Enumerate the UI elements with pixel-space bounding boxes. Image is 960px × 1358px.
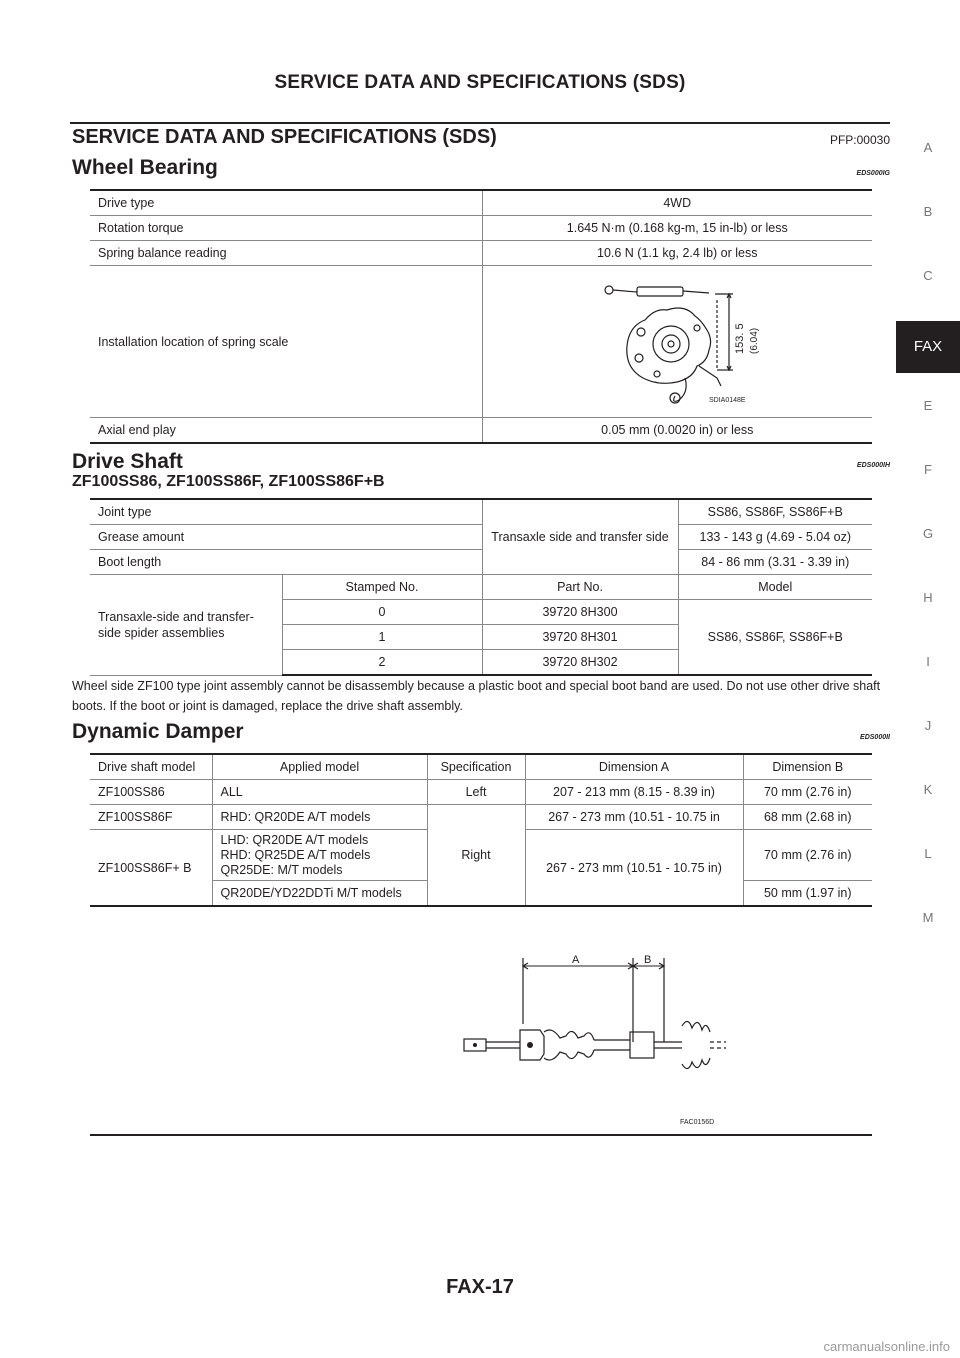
index-tab-i[interactable]: I: [926, 654, 930, 669]
specification-header: Specification: [427, 754, 525, 780]
table-row: [90, 216, 872, 241]
stamped-no-cell: 2: [282, 650, 482, 676]
damper-dim-b-cell: 70 mm (2.76 in): [743, 830, 872, 881]
dimension-a-label: A: [572, 954, 580, 966]
damper-applied-cell: ALL: [212, 780, 427, 805]
grease-amount-value: 133 - 143 g (4.69 - 5.04 oz): [678, 525, 872, 550]
table-row: [90, 418, 872, 444]
spring-scale-label: Installation location of spring scale: [90, 266, 482, 418]
grease-amount-label: Grease amount: [90, 525, 482, 550]
dimension-b-header: Dimension B: [743, 754, 872, 780]
wheel-bearing-code: EDS000IG: [856, 170, 890, 177]
table-row: [90, 266, 872, 418]
index-tab-e[interactable]: E: [923, 398, 933, 413]
index-tab-c[interactable]: C: [923, 268, 933, 283]
index-tab-g[interactable]: G: [922, 526, 934, 541]
part-no-header: Part No.: [482, 575, 678, 600]
dynamic-damper-code: EDS000II: [860, 734, 890, 741]
index-tab-a[interactable]: A: [923, 140, 933, 155]
damper-spec-right: Right: [427, 805, 525, 907]
dimension-b-label: B: [644, 954, 652, 966]
drive-shaft-note: Wheel side ZF100 type joint assembly cannot be disassembly because a plastic boot and special boot band are used. Do not use other drive shaft boots. If the boot or joint is damaged, replace the drive shaft assembly.: [72, 679, 881, 713]
index-tab-k[interactable]: K: [923, 782, 933, 797]
wheel-bearing-heading: Wheel Bearing: [72, 156, 218, 179]
dynamic-damper-table: [90, 753, 872, 907]
damper-dim-a-cell: 207 - 213 mm (8.15 - 8.39 in): [525, 780, 743, 805]
index-tab-j[interactable]: J: [924, 718, 932, 733]
drive-type-value: 4WD: [482, 190, 872, 216]
drive-shaft-code: EDS000IH: [856, 462, 890, 469]
rotation-torque-label: Rotation torque: [90, 216, 482, 241]
index-tab-h[interactable]: H: [923, 590, 933, 605]
damper-dim-a-cell: 267 - 273 mm (10.51 - 10.75 in: [525, 805, 743, 830]
damper-model-cell: ZF100SS86F+ B: [90, 830, 212, 907]
table-row: [90, 575, 872, 600]
figure-bottom-rule: [90, 1134, 872, 1136]
boot-length-label: Boot length: [90, 550, 482, 575]
damper-model-cell: ZF100SS86F: [90, 805, 212, 830]
drive-type-label: Drive type: [90, 190, 482, 216]
spider-model-value: SS86, SS86F, SS86F+B: [678, 600, 872, 676]
damper-dim-a-cell: 267 - 273 mm (10.51 - 10.75 in): [525, 830, 743, 907]
joint-type-value: SS86, SS86F, SS86F+B: [678, 499, 872, 525]
figure-id-sdia0148e: SDIA0148E: [709, 397, 746, 404]
damper-model-cell: ZF100SS86: [90, 780, 212, 805]
table-row: [90, 754, 872, 780]
dimension-alt-label: (6.04): [749, 327, 761, 354]
drive-shaft-subtitle: ZF100SS86, ZF100SS86F, ZF100SS86F+B: [72, 473, 385, 490]
boot-length-value: 84 - 86 mm (3.31 - 3.39 in): [678, 550, 872, 575]
dimension-a-header: Dimension A: [525, 754, 743, 780]
table-row: [90, 780, 872, 805]
table-row: [90, 525, 872, 550]
applied-line: LHD: QR20DE A/T models: [220, 832, 369, 847]
damper-applied-cell: RHD: QR20DE A/T models: [212, 805, 427, 830]
spring-scale-diagram: [567, 270, 787, 410]
table-row: [90, 550, 872, 575]
axial-end-play-value: 0.05 mm (0.0020 in) or less: [482, 418, 872, 444]
dimension-main-label: 153. 5: [734, 323, 747, 354]
drive-shaft-diagram: [460, 946, 730, 1136]
watermark: carmanualsonline.info: [823, 1339, 950, 1354]
part-no-cell: 39720 8H300: [482, 600, 678, 625]
table-row: [90, 499, 872, 525]
axial-end-play-label: Axial end play: [90, 418, 482, 444]
model-header: Model: [678, 575, 872, 600]
damper-dim-b-cell: 68 mm (2.68 in): [743, 805, 872, 830]
table-row: [90, 190, 872, 216]
index-tab-fax-active[interactable]: FAX: [896, 321, 960, 373]
drive-shaft-table: [90, 498, 872, 676]
joint-type-label: Joint type: [90, 499, 482, 525]
section-code: PFP:00030: [829, 133, 890, 147]
index-tab-b[interactable]: B: [923, 204, 933, 219]
applied-line: RHD: QR25DE A/T models: [220, 847, 371, 862]
wheel-bearing-table: [90, 189, 872, 444]
section-title: SERVICE DATA AND SPECIFICATIONS (SDS): [72, 126, 497, 148]
spider-assemblies-label: Transaxle-side and transfer-side spider assemblies: [90, 575, 282, 676]
index-tab-f[interactable]: F: [924, 462, 932, 477]
damper-spec-left: Left: [427, 780, 525, 805]
damper-applied-cell: QR20DE/YD22DDTi M/T models: [212, 881, 427, 907]
applied-line: QR25DE: M/T models: [220, 862, 343, 877]
header-rule: [70, 122, 890, 124]
part-no-cell: 39720 8H301: [482, 625, 678, 650]
stamped-no-cell: 0: [282, 600, 482, 625]
table-row: [90, 805, 872, 830]
table-row: [90, 241, 872, 266]
figure-id-fac0156d: FAC0156D: [680, 1119, 715, 1126]
index-tab-l[interactable]: L: [924, 846, 932, 861]
drive-shaft-heading: Drive Shaft: [72, 450, 183, 473]
applied-model-header: Applied model: [212, 754, 427, 780]
damper-dim-b-cell: 50 mm (1.97 in): [743, 881, 872, 907]
dynamic-damper-heading: Dynamic Damper: [72, 720, 244, 743]
page-header-title: SERVICE DATA AND SPECIFICATIONS (SDS): [274, 72, 686, 93]
transaxle-transfer-side-label: Transaxle side and transfer side: [482, 499, 678, 575]
drive-shaft-model-header: Drive shaft model: [90, 754, 212, 780]
damper-dim-b-cell: 70 mm (2.76 in): [743, 780, 872, 805]
rotation-torque-value: 1.645 N·m (0.168 kg-m, 15 in-lb) or less: [482, 216, 872, 241]
page-number: FAX-17: [446, 1276, 514, 1298]
stamped-no-cell: 1: [282, 625, 482, 650]
stamped-no-header: Stamped No.: [282, 575, 482, 600]
spring-balance-label: Spring balance reading: [90, 241, 482, 266]
damper-applied-multiline: [212, 830, 427, 881]
spring-scale-figure-cell: [482, 266, 872, 418]
index-tab-m[interactable]: M: [922, 910, 934, 925]
spring-balance-value: 10.6 N (1.1 kg, 2.4 lb) or less: [482, 241, 872, 266]
part-no-cell: 39720 8H302: [482, 650, 678, 676]
